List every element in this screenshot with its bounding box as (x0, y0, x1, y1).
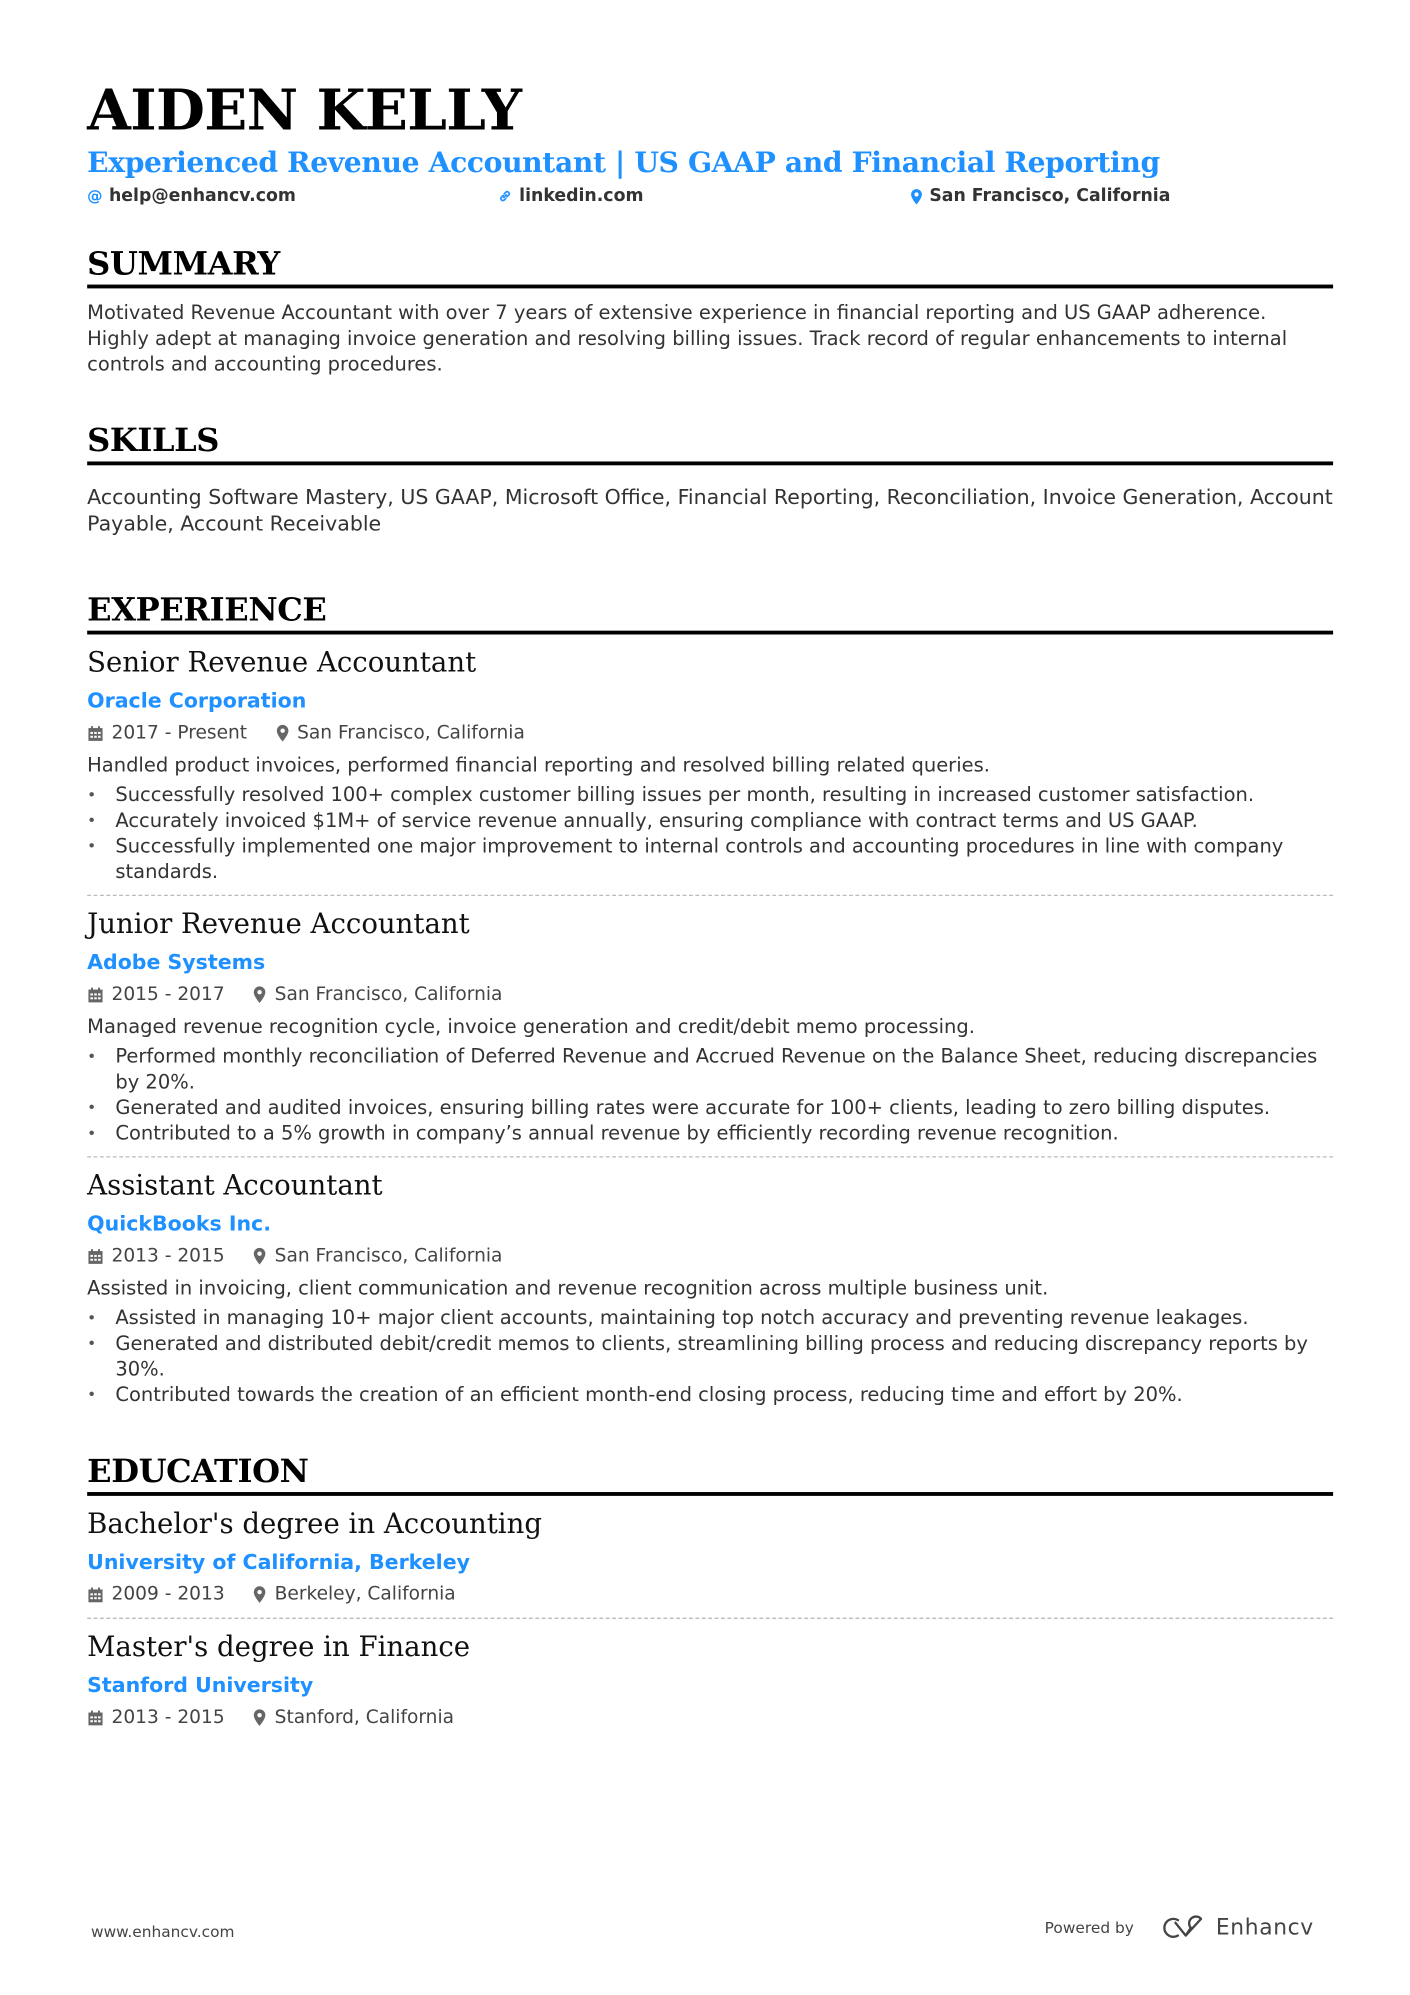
location-text: San Francisco, California (929, 185, 1171, 207)
achievement-item: • Generated and audited invoices, ensuring billing rates were accurate for 100+ clients, leading to zero billing disputes. (87, 1095, 1333, 1121)
job-title: Junior Revenue Accountant (87, 908, 470, 941)
school-name: University of California, Berkeley (87, 1549, 470, 1575)
dates-text: 2013 - 2015 (111, 1245, 225, 1267)
entry-location (253, 1702, 454, 1733)
map-pin-icon (253, 1709, 267, 1727)
calendar-icon (87, 725, 104, 742)
map-pin-icon (253, 1247, 267, 1265)
footer-website[interactable]: www.enhancv.com (91, 1922, 235, 1941)
section-heading: EDUCATION (87, 1451, 1333, 1496)
dates-text: 2013 - 2015 (111, 1707, 225, 1728)
link-icon (497, 188, 512, 203)
entry-meta (87, 1702, 1333, 1733)
degree-title: Bachelor's degree in Accounting (87, 1508, 543, 1541)
education-section (87, 1451, 1333, 1741)
experience-entry (87, 896, 1333, 1157)
job-description: Managed revenue recognition cycle, invoice generation and credit/debit memo processing. (87, 1015, 975, 1039)
contact-location (910, 182, 1170, 210)
school-name: Stanford University (87, 1672, 314, 1698)
entry-meta (87, 1241, 1333, 1272)
entry-dates (87, 979, 224, 1010)
enhancv-logo-icon (1159, 1915, 1208, 1941)
job-description: Handled product invoices, performed financial reporting and resolved billing related queries. (87, 753, 990, 777)
map-pin-icon (253, 986, 267, 1004)
company-name: Oracle Corporation (87, 688, 307, 713)
achievement-item: • Generated and distributed debit/credit memos to clients, streamlining billing process and reducing discrepancy reports by 30%. (87, 1331, 1333, 1382)
section-heading: SUMMARY (87, 244, 1333, 289)
map-pin-icon (910, 188, 923, 205)
entry-meta (87, 979, 1333, 1010)
experience-section (87, 590, 1333, 1418)
powered-by-text: Powered by (1044, 1918, 1134, 1937)
achievement-item: • Performed monthly reconciliation of Deferred Revenue and Accrued Revenue on the Balance Sheet, reducing discrepancies by 20%. (87, 1043, 1333, 1094)
experience-entry (87, 635, 1333, 896)
candidate-name: AIDEN KELLY (87, 78, 522, 144)
entry-location (275, 718, 525, 749)
contact-row (87, 182, 1333, 210)
section-heading: SKILLS (87, 420, 1333, 465)
education-entry (87, 1496, 1333, 1619)
achievement-item: • Successfully implemented one major improvement to internal controls and accounting procedures in line with company standards. (87, 833, 1333, 884)
section-heading: EXPERIENCE (87, 590, 1333, 635)
email-text: help@enhancv.com (108, 185, 296, 207)
achievement-item: • Assisted in managing 10+ major client accounts, maintaining top notch accuracy and preventing revenue leakages. (87, 1305, 1333, 1331)
location-text: San Francisco, California (274, 984, 503, 1005)
entry-dates (87, 1702, 224, 1733)
location-text: San Francisco, California (297, 722, 525, 744)
brand-name: Enhancv (1215, 1915, 1314, 1941)
at-icon: @ (87, 187, 103, 206)
entry-meta (87, 718, 1333, 749)
summary-section (87, 244, 1333, 377)
map-pin-icon (253, 1586, 267, 1604)
location-text: Stanford, California (274, 1707, 455, 1728)
contact-linkedin[interactable] (497, 182, 643, 210)
entry-location (253, 979, 503, 1010)
map-pin-icon (275, 724, 289, 742)
achievement-item: • Contributed to a 5% growth in company’s annual revenue by efficiently recording revenue recognition. (87, 1120, 1333, 1146)
dates-text: 2009 - 2013 (111, 1584, 225, 1605)
calendar-icon (87, 1248, 104, 1265)
calendar-icon (87, 986, 104, 1003)
company-name: QuickBooks Inc. (87, 1211, 272, 1236)
entry-dates (87, 1579, 224, 1610)
contact-email[interactable] (87, 182, 296, 210)
achievement-list (87, 782, 1333, 885)
education-entry (87, 1619, 1333, 1741)
achievement-list (87, 1043, 1333, 1146)
linkedin-text: linkedin.com (519, 185, 644, 207)
entry-meta (87, 1579, 1333, 1610)
calendar-icon (87, 1586, 104, 1603)
achievement-list (87, 1305, 1333, 1408)
company-name: Adobe Systems (87, 949, 266, 975)
summary-text: Motivated Revenue Accountant with over 7 years of extensive experience in financial reporting and US GAAP adherence. Highly adept at managing invoice generation and resolving billing issues. Track record of regular enhancements to internal controls and accounting procedures. (87, 301, 1288, 376)
achievement-item: • Contributed towards the creation of an efficient month-end closing process, reducing time and effort by 20%. (87, 1382, 1333, 1408)
skills-section (87, 420, 1333, 537)
achievement-item: • Successfully resolved 100+ complex customer billing issues per month, resulting in increased customer satisfaction. (87, 782, 1333, 808)
entry-dates (87, 718, 247, 749)
candidate-headline: Experienced Revenue Accountant | US GAAP and Financial Reporting (87, 146, 1160, 180)
entry-location (253, 1579, 456, 1610)
location-text: San Francisco, California (274, 1245, 503, 1267)
location-text: Berkeley, California (274, 1584, 456, 1605)
job-title: Senior Revenue Accountant (87, 647, 477, 680)
entry-dates (87, 1241, 224, 1272)
entry-location (253, 1241, 503, 1272)
degree-title: Master's degree in Finance (87, 1631, 471, 1664)
footer-powered-by (1045, 1915, 1314, 1941)
dates-text: 2015 - 2017 (111, 984, 225, 1005)
job-description: Assisted in invoicing, client communication and revenue recognition across multiple business unit. (87, 1276, 1049, 1300)
job-title: Assistant Accountant (87, 1170, 383, 1203)
calendar-icon (87, 1709, 104, 1726)
dates-text: 2017 - Present (111, 722, 248, 744)
skills-text: Accounting Software Mastery, US GAAP, Microsoft Office, Financial Reporting, Reconciliation, Invoice Generation, Account Payable, Account Receivable (87, 484, 1333, 536)
achievement-item: • Accurately invoiced $1M+ of service revenue annually, ensuring compliance with contract terms and US GAAP. (87, 808, 1333, 834)
experience-entry (87, 1157, 1333, 1417)
